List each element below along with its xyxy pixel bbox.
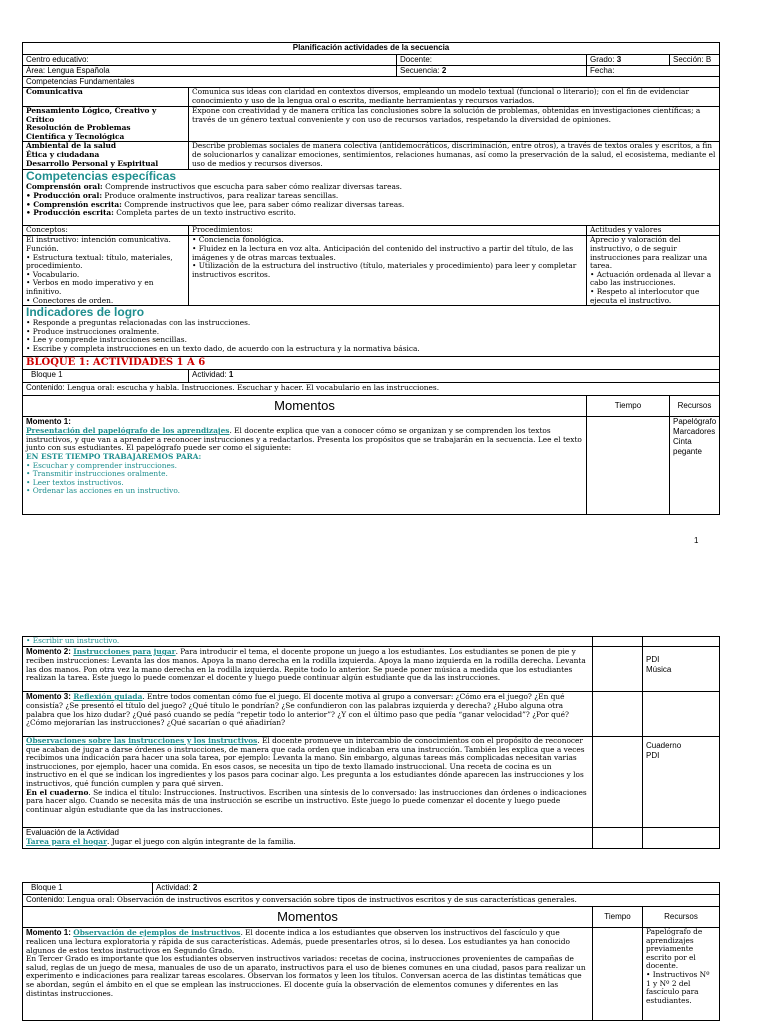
momento-label: Momento 1: — [26, 928, 71, 937]
secuencia-value: 2 — [441, 66, 447, 75]
momento-text: . Entre todos comentan cómo fue el juego. El docente motiva al grupo a conversar: ¿Cómo era el juego? ¿En qué consistía? ¿Se presentó el título del juego? ¿Qué título le pondrían? ¿Se confundieron con las palabras izquierda y derecha? ¿Hubo alguna otra palabra que los hizo dudar? ¿Qué pasó cuando se pedía “repetir todo lo anterior”? ¿Y con el último paso que pedía “ganar velocidad”? ¿Por qué? ¿Cómo mejorarían las instrucciones? ¿Qué sacarían o qué añadirían? — [26, 692, 569, 728]
competencia-label: Comunicativa — [23, 88, 189, 107]
momentos-header: Momentos — [23, 907, 593, 928]
concepto-item: • Verbos en modo imperativo y en infinitivo. — [26, 278, 154, 296]
procedimiento-item: • Utilización de la estructura del instructivo (título, materiales y procedimiento) para leer y completar instructivos escritos. — [192, 261, 577, 279]
competencia-item-label: • Comprensión escrita: — [26, 199, 122, 209]
recurso-item: PDI — [646, 655, 660, 664]
actitud-item: • Respeto al interlocutor que ejecuta el instructivo. — [590, 286, 700, 305]
recursos-cell — [643, 828, 720, 849]
competencia-text: Expone con creatividad y de manera crítica las conclusiones sobre la solución de problemas, obtenidas en investigaciones científicas; a través de un género textual conveniente y con uso de recursos variados, respetando la diversidad de opiniones. — [189, 107, 720, 142]
evaluacion-paragraph — [26, 838, 589, 847]
seccion-field: Sección: B — [670, 55, 720, 66]
procedimientos-cell — [189, 236, 587, 306]
conceptos-cell — [23, 236, 189, 306]
indicador-item: • Produce instrucciones oralmente. — [26, 326, 160, 336]
momento-cell — [23, 692, 593, 737]
momento-paragraph — [26, 737, 589, 789]
competencia-label: Pensamiento Lógico, Creativo y Crítico — [26, 106, 157, 124]
contenido-text: Lengua oral: escucha y habla. Instrucciones. Escuchar y hacer. El vocabulario en las instrucciones. — [64, 383, 440, 393]
secuencia-label: Secuencia: — [400, 66, 440, 75]
momento-title: Observaciones sobre las instrucciones y los instructivos — [26, 736, 258, 745]
competencia-label: Científica y Tecnológica — [26, 131, 125, 141]
momento-item: • Escribir un instructivo. — [23, 637, 593, 647]
recursos-cell — [643, 647, 720, 692]
competencia-item-label: Comprensión oral: — [26, 182, 103, 192]
indicador-item: • Escribe y completa instrucciones en un texto dado, de acuerdo con la estructura y la normativa básica. — [26, 343, 420, 353]
page-number: 1 — [694, 536, 699, 545]
planning-table-activity-2 — [22, 882, 720, 1021]
contenido-label: Contenido: — [26, 895, 65, 904]
competencias-especificas-section — [23, 170, 720, 226]
tiempo-cell — [593, 692, 643, 737]
actividad-label: Actividad: — [156, 883, 191, 892]
momento-title: Presentación del papelógrafo de los aprendizajes — [26, 426, 230, 436]
indicador-item: • Responde a preguntas relacionadas con las instrucciones. — [26, 318, 251, 328]
grado-value: 3 — [616, 55, 622, 64]
momento-item: • Escuchar y comprender instrucciones. — [26, 460, 178, 470]
planning-table-continued — [22, 636, 720, 849]
competencia-label: Ética y ciudadana — [26, 149, 100, 159]
competencia-item-label: • Producción oral: — [26, 190, 103, 200]
actividad-field — [153, 883, 720, 895]
docente-field: Docente: — [397, 55, 587, 66]
grado-field — [587, 55, 670, 66]
momento-cell — [23, 737, 593, 828]
recursos-cell — [643, 737, 720, 828]
momento-text: . El docente promueve un intercambio de conocimientos con el propósito de reconocer que acaban de jugar a darse órdenes o instrucciones, de manera que cada orden que indicaban era una instrucción. También les explica que a veces recibimos una indicación para hacer una sola tarea, por ejemplo: Levanta la mano. Sin embargo, algunas tareas más complicadas necesitan varias instrucciones, por ejemplo, hacer una comida. En esos casos, se necesita un tipo de texto llamado instruccional. Una receta de cocina es un instructivo en el que se indican los ingredientes y los pasos para cocinar algo. Les pregunta a los estudiantes dónde aparecen las instrucciones y los instructivos, qué función cumplen y para qué sirven. — [26, 736, 585, 788]
bloque-label: Bloque 1 — [23, 370, 189, 383]
competencia-item — [26, 209, 716, 218]
area-value: Lengua Española — [47, 66, 110, 75]
competencia-label-group — [23, 107, 189, 142]
planning-table — [22, 42, 720, 515]
competencias-especificas-title: Competencias específicas — [26, 169, 177, 184]
actividad-value: 2 — [192, 883, 198, 892]
competencia-item-text: Produce oralmente instructivos, para realizar tareas sencillas. — [102, 190, 339, 200]
actitud-item: • Actuación ordenada al llevar a cabo las instrucciones. — [590, 269, 712, 288]
momento-label: Momento 1: — [26, 417, 71, 427]
recurso-item: Cinta — [673, 437, 692, 447]
competencia-item-text: Completa partes de un texto instructivo escrito. — [113, 208, 296, 218]
recurso-item: • Instructivos Nº 1 y Nº 2 del fascículo para estudiantes. — [646, 969, 710, 1005]
area-field — [23, 66, 397, 77]
actitudes-cell — [587, 236, 720, 306]
competencia-item-text: Comprende instructivos que lee, para saber cómo realizar diversas tareas. — [121, 199, 405, 209]
recurso-item: Marcadores — [673, 427, 716, 437]
recursos-cell — [643, 692, 720, 737]
recurso-item: Papelógrafo — [673, 417, 717, 427]
momento-text: . El docente indica a los estudiantes que observen los instructivos del fascículo y que realicen una lectura exploratoria y rápida de sus características. Además, puede presentarles otros, si lo desea. Los estudiantes ya han conocido algunos de estos textos instructivos en Segundo Grado. — [26, 928, 570, 955]
recurso-item: Música — [646, 665, 672, 674]
actividad-label: Actividad: — [192, 370, 227, 380]
competencia-label: Ambiental de la salud — [26, 141, 117, 151]
indicador-item: • Lee y comprende instrucciones sencillas. — [26, 335, 187, 345]
momentos-header: Momentos — [23, 396, 587, 417]
bloque-heading: BLOQUE 1: ACTIVIDADES 1 A 6 — [23, 357, 720, 370]
concepto-item: • Conectores de orden. — [26, 295, 114, 305]
centro-educativo-field: Centro educativo: — [23, 55, 397, 66]
contenido-label: Contenido: — [26, 383, 65, 393]
momento-text: . Se indica el título: Instrucciones. Instructivos. Escriben una síntesis de lo conversado: las instrucciones dan órdenes o indicaciones para hacer algo. Cuando se necesita más de una instrucción se escribe un instructivo. Este juego lo puede comenzar el docente y luego puede continuar algún estudiante que da las instrucciones. — [26, 787, 587, 814]
conceptos-header: Conceptos: — [23, 226, 189, 236]
contenido-text: Lengua oral: Observación de instructivos escritos y conversación sobre tipos de instructivos escritos y de sus características generales. — [64, 895, 577, 904]
actitudes-header: Actitudes y valores — [587, 226, 720, 236]
competencia-item-text: Comprende instructivos que escucha para saber cómo realizar diversas tareas. — [102, 182, 403, 192]
actividad-value: 1 — [228, 370, 234, 380]
momento-title: Instrucciones para jugar — [73, 647, 176, 656]
momento-paragraph: En Tercer Grado es importante que los estudiantes observen instructivos variados: recetas de cocina, instrucciones provenientes de campañas de salud, reglas de un juego de mesa, manuales de uso de un aparato, instructivos para el uso de bienes comunes en una ciudad, pasos para realizar un experimento e indicaciones para realizar tareas escolares. Observan los formatos y leen los títulos. Conversan acerca de las distintas temáticas que se abordan, según el ámbito en el que se emplean las instrucciones. El docente guía la observación de elementos comunes y diferentes en las distintas instrucciones. — [26, 954, 586, 998]
recursos-cell — [643, 928, 720, 1021]
recursos-header: Recursos — [643, 907, 720, 928]
tiempo-cell — [593, 647, 643, 692]
tiempo-header: Tiempo — [593, 907, 643, 928]
concepto-item: • Estructura textual: título, materiales, procedimiento. — [26, 252, 173, 271]
procedimiento-item: • Fluidez en la lectura en voz alta. Anticipación del contenido del instructivo a partir del título, de las imágenes y de otras marcas textuales. — [192, 243, 574, 262]
procedimientos-header: Procedimientos: — [189, 226, 587, 236]
momento-paragraph — [26, 789, 589, 815]
secuencia-field — [397, 66, 587, 77]
recurso-item: Cuaderno — [646, 741, 682, 750]
concepto-item: El instructivo: intención comunicativa. Función. — [26, 235, 171, 253]
competencia-label-group — [23, 142, 189, 170]
momento-title: Reflexión guiada — [73, 692, 143, 701]
competencia-text: Describe problemas sociales de manera colectiva (antidemocráticos, discriminación, entre otros), a través de textos orales y escritos, a fin de solucionarlos y canalizar emociones, sentimientos, relaciones humanas, así como la preservación de la salud, el ecosistema, mediante el uso de medios y recursos diversos. — [189, 142, 720, 170]
recurso-item: Papelógrafo de aprendizajes previamente escrito por el docente. — [646, 927, 703, 971]
actividad-field — [189, 370, 720, 383]
competencia-label: Resolución de Problemas — [26, 123, 131, 133]
momento-text: . Para introducir el tema, el docente propone un juego a los estudiantes. Los estudiantes se ponen de pie y reciben instrucciones: Levanta las dos manos. Apoya la mano derecha en la rodilla izquierda. Apoya la mano izquierda en la rodilla derecha. Levanta las dos manos. Pon otra vez la mano derecha en la rodilla izquierda. Repite todo lo anterior. Se puede poner música a medida que los estudiantes realizan la tarea. Este juego lo puede comenzar el docente y luego puede continuar algún estudiante que da las instrucciones. — [26, 647, 586, 683]
evaluacion-label: Evaluación de la Actividad — [26, 828, 119, 837]
contenido-field — [23, 383, 720, 396]
procedimiento-item: • Conciencia fonológica. — [192, 235, 284, 245]
concepto-item: • Vocabulario. — [26, 269, 80, 279]
tiempo-header: Tiempo — [587, 396, 670, 417]
momento-subheading: EN ESTE TIEMPO TRABAJAREMOS PARA: — [26, 451, 202, 461]
tiempo-cell — [587, 417, 670, 515]
competencia-text: Comunica sus ideas con claridad en contextos diversos, empleando un modelo textual (funcional o literario); con el fin de evidenciar conocimiento y uso de la lengua oral o escrita, mediante herramientas y recursos variados. — [189, 88, 720, 107]
indicadores-title: Indicadores de logro — [26, 305, 145, 320]
recursos-cell — [643, 637, 720, 647]
recurso-item: PDI — [646, 751, 660, 760]
momento-paragraph — [26, 928, 589, 955]
momento-cell — [23, 928, 593, 1021]
recursos-header: Recursos — [670, 396, 720, 417]
momento-label: Momento 3: — [26, 692, 71, 701]
evaluacion-title: Tarea para el hogar — [26, 837, 107, 846]
recurso-item: pegante — [673, 447, 702, 457]
momento-item: • Transmitir instrucciones oralmente. — [26, 469, 168, 479]
area-label: Área: — [26, 66, 46, 75]
actitud-item: Aprecio y valoración del instructivo, o de seguir instrucciones para realizar una tarea. — [590, 235, 708, 271]
competencia-label: Desarrollo Personal y Espiritual — [26, 158, 159, 168]
grado-label: Grado: — [590, 55, 615, 64]
document-page-2 — [0, 624, 768, 1024]
indicadores-section — [23, 306, 720, 357]
tiempo-cell — [593, 637, 643, 647]
tiempo-cell — [593, 828, 643, 849]
fecha-field: Fecha: — [587, 66, 720, 77]
tiempo-cell — [593, 737, 643, 828]
momento-cell — [23, 647, 593, 692]
momento-cell — [23, 417, 587, 515]
momento-title: Observación de ejemplos de instructivos — [73, 928, 241, 937]
momento-paragraph — [26, 427, 583, 453]
cuaderno-label: En el cuaderno — [26, 787, 89, 797]
momento-item: • Ordenar las acciones en un instructivo. — [26, 486, 180, 496]
competencia-item-label: • Producción escrita: — [26, 208, 114, 218]
doc-title: Planificación actividades de la secuencia — [23, 43, 720, 55]
momento-text: . El docente explica que van a conocer cómo se organizan y se comprenden los textos instructivos, y que van a aprender a reconocer instrucciones y a redactarlos. Presenta los propósitos que se trabajarán en la secuencia. Lee el texto junto con sus estudiantes. El papelógrafo puede ser como el siguiente: — [26, 426, 582, 453]
contenido-field — [23, 895, 720, 907]
evaluacion-cell — [23, 828, 593, 849]
bloque-label: Bloque 1 — [23, 883, 153, 895]
evaluacion-text: . Jugar el juego con algún integrante de la familia. — [107, 837, 296, 846]
momento-label: Momento 2: — [26, 647, 71, 656]
momento-item: • Leer textos instructivos. — [26, 477, 124, 487]
tiempo-cell — [593, 928, 643, 1021]
recursos-cell — [670, 417, 720, 515]
competencias-fundamentales-title: Competencias Fundamentales — [23, 77, 720, 88]
